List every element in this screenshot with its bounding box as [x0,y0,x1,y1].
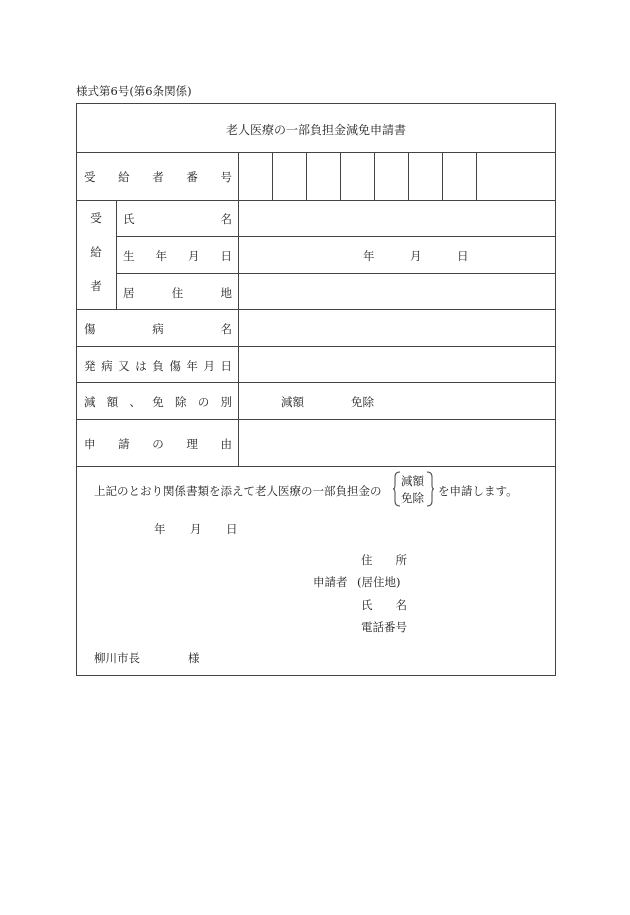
birthdate-label [123,248,232,264]
label-char: の [152,437,164,451]
label-char: 年 [186,359,198,373]
statement-text: 上記のとおり関係書類を添えて老人医療の一部負担金の [94,484,382,498]
applicant-label: 申請者 [313,575,348,589]
label-char: 別 [220,395,232,409]
label-char: 傷 [84,322,96,336]
label-char: は [135,359,147,373]
birth-day-unit: 日 [457,249,469,263]
label-char: 理 [186,437,198,451]
label-char: 除 [175,395,187,409]
label-char: 請 [118,437,130,451]
label-char: 減 [84,395,96,409]
label-char: 名 [220,322,232,336]
recipient-number-label [84,169,232,185]
number-box-divider [476,152,477,200]
statement-option-exemption[interactable]: 免除 [401,491,424,505]
residence-field[interactable] [239,274,555,309]
label-char: 病 [152,322,164,336]
disease-name-field[interactable] [239,310,555,346]
birthdate-field[interactable] [239,237,555,273]
label-char: 発 [84,359,96,373]
recipient-group-label [76,210,116,294]
onset-date-field[interactable] [239,347,555,382]
form-title: 老人医療の一部負担金減免申請書 [225,123,406,137]
label-char: 又 [118,359,130,373]
label-char: 傷 [169,359,181,373]
statement-suffix: を申請します。 [438,484,518,498]
label-char: 月 [188,249,200,263]
addressee-mayor: 柳川市長 [94,651,140,665]
label-char: の [197,395,210,409]
label-char: 免 [152,395,164,409]
application-day-unit: 日 [226,522,238,536]
label-char: 番 [186,170,198,184]
label-char: 病 [101,359,113,373]
row-divider [76,382,556,383]
label-char: 申 [84,437,96,451]
label-char: 給 [118,170,130,184]
birth-year-unit: 年 [363,249,375,263]
row-divider [76,466,556,467]
application-month-unit: 月 [190,522,202,536]
type-option-reduction[interactable]: 減額 [281,395,304,409]
label-char: 号 [220,170,232,184]
label-char: 日 [220,249,232,263]
name-field[interactable] [239,201,555,236]
label-char: 、 [129,395,141,409]
residence-label [123,285,232,301]
right-brace-icon [426,471,434,507]
disease-name-label [84,321,232,337]
label-char: 年 [155,249,167,263]
applicant-phone-label: 電話番号 [361,620,407,634]
label-char: 負 [152,359,164,373]
label-char: 由 [220,437,232,451]
label-char: 日 [220,359,232,373]
statement-option-reduction[interactable]: 減額 [401,474,424,488]
applicant-name-label: 氏 名 [361,598,407,612]
label-char: 受 [90,211,102,225]
label-char: 月 [203,359,215,373]
label-char: 住 [171,286,184,300]
label-char: 氏 [123,212,135,226]
label-char: 者 [90,279,102,293]
application-year-unit: 年 [154,522,166,536]
label-char: 生 [123,249,135,263]
label-char: 居 [123,286,135,300]
applicant-residence-label: (居住地) [357,575,401,589]
name-label [123,211,232,227]
label-char: 額 [106,395,119,409]
label-char: 受 [84,170,96,184]
label-char: 者 [152,170,164,184]
onset-date-label [84,358,232,374]
label-char: 名 [220,212,232,226]
label-char: 地 [220,286,232,300]
left-brace-icon [393,471,401,507]
addressee-honorific: 様 [188,651,200,665]
type-option-exemption[interactable]: 免除 [351,395,374,409]
recipient-group-divider [116,200,117,309]
applicant-address-label: 住 所 [361,553,407,567]
label-char: 給 [90,245,102,259]
reason-field[interactable] [239,420,555,466]
birth-month-unit: 月 [410,249,422,263]
recipient-number-field[interactable] [239,153,476,200]
type-label [84,394,232,410]
reason-label [84,436,232,452]
form-number: 様式第6号(第6条関係) [76,84,192,98]
